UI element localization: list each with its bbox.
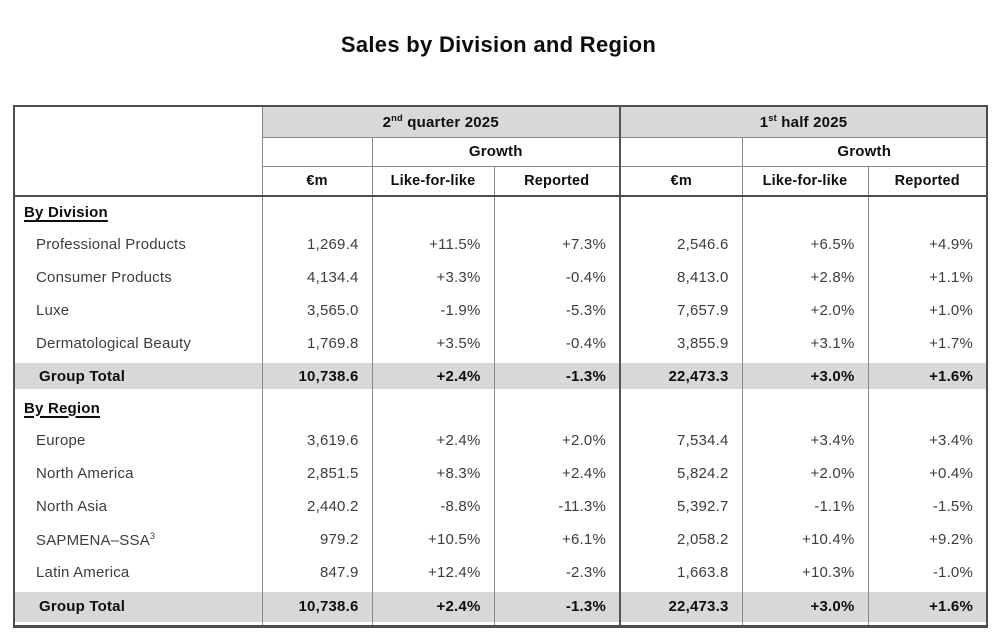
cell-value: 2,546.6 bbox=[620, 228, 742, 261]
row-label: Europe bbox=[36, 432, 86, 449]
empty-cell bbox=[620, 196, 742, 228]
row-label: Professional Products bbox=[36, 236, 187, 253]
total-label: Group Total bbox=[14, 589, 262, 626]
column-header-reported-h1: Reported bbox=[868, 166, 987, 196]
cell-value: +10.5% bbox=[372, 523, 494, 556]
cell-value: +3.0% bbox=[742, 589, 868, 626]
column-header-em-h1: €m bbox=[620, 166, 742, 196]
section-header-region bbox=[14, 392, 262, 424]
cell-value: +3.5% bbox=[372, 327, 494, 360]
cell-value: 2,058.2 bbox=[620, 523, 742, 556]
empty-cell bbox=[372, 392, 494, 424]
table-row bbox=[14, 261, 987, 294]
column-header-lfl-q2: Like-for-like bbox=[372, 166, 494, 196]
table-row bbox=[14, 490, 987, 523]
cell-value: -1.3% bbox=[494, 360, 620, 392]
cell-value: +3.4% bbox=[868, 424, 987, 457]
table-row bbox=[14, 294, 987, 327]
row-label bbox=[14, 523, 262, 556]
cell-value: 1,769.8 bbox=[262, 327, 372, 360]
growth-header-h1: Growth bbox=[742, 137, 987, 166]
cell-value: +2.0% bbox=[494, 424, 620, 457]
column-header-reported-q2: Reported bbox=[494, 166, 620, 196]
cell-value: 5,392.7 bbox=[620, 490, 742, 523]
corner-cell bbox=[14, 106, 262, 196]
empty-cell bbox=[494, 392, 620, 424]
empty-cell bbox=[620, 392, 742, 424]
cell-value: +7.3% bbox=[494, 228, 620, 261]
cell-value: 979.2 bbox=[262, 523, 372, 556]
cell-value: 3,619.6 bbox=[262, 424, 372, 457]
period-header-row bbox=[14, 106, 987, 137]
cell-value: 847.9 bbox=[262, 556, 372, 589]
cell-value: +2.0% bbox=[742, 457, 868, 490]
empty-cell bbox=[372, 196, 494, 228]
period-q2-ordinal: nd bbox=[391, 112, 403, 123]
cell-value: 22,473.3 bbox=[620, 589, 742, 626]
cell-value: +6.1% bbox=[494, 523, 620, 556]
cell-value: -1.5% bbox=[868, 490, 987, 523]
cell-value: 10,738.6 bbox=[262, 589, 372, 626]
period-h1-rest: half 2025 bbox=[776, 113, 848, 131]
period-header-h1 bbox=[620, 106, 987, 137]
footnote-marker: 3 bbox=[149, 530, 156, 541]
cell-value: -1.9% bbox=[372, 294, 494, 327]
cell-value: +2.4% bbox=[494, 457, 620, 490]
cell-value: +2.4% bbox=[372, 360, 494, 392]
table-row bbox=[14, 424, 987, 457]
cell-value: +1.6% bbox=[868, 360, 987, 392]
cell-value: +1.1% bbox=[868, 261, 987, 294]
empty-cell bbox=[742, 196, 868, 228]
cell-value: 2,440.2 bbox=[262, 490, 372, 523]
cell-value: 5,824.2 bbox=[620, 457, 742, 490]
cell-value: +3.0% bbox=[742, 360, 868, 392]
cell-value: 4,134.4 bbox=[262, 261, 372, 294]
cell-value: -5.3% bbox=[494, 294, 620, 327]
cell-value: -0.4% bbox=[494, 261, 620, 294]
section-header-row bbox=[14, 392, 987, 424]
cell-value: +4.9% bbox=[868, 228, 987, 261]
row-label: Luxe bbox=[36, 302, 70, 319]
sales-table bbox=[13, 105, 988, 628]
growth-header-q2: Growth bbox=[372, 137, 620, 166]
cell-value: +2.4% bbox=[372, 424, 494, 457]
cell-value: 7,657.9 bbox=[620, 294, 742, 327]
column-header-lfl-h1: Like-for-like bbox=[742, 166, 868, 196]
empty-cell bbox=[262, 392, 372, 424]
cell-value: +6.5% bbox=[742, 228, 868, 261]
cell-value: -1.0% bbox=[868, 556, 987, 589]
cell-value: 2,851.5 bbox=[262, 457, 372, 490]
period-header-q2 bbox=[262, 106, 620, 137]
table-row bbox=[14, 228, 987, 261]
period-h1-num: 1 bbox=[759, 113, 769, 131]
cell-value: +3.1% bbox=[742, 327, 868, 360]
cell-value: 1,269.4 bbox=[262, 228, 372, 261]
row-label: Consumer Products bbox=[36, 269, 172, 286]
cell-value: -0.4% bbox=[494, 327, 620, 360]
cell-value: -11.3% bbox=[494, 490, 620, 523]
column-header-em-q2: €m bbox=[262, 166, 372, 196]
group-total-row bbox=[14, 360, 987, 392]
row-label: North America bbox=[36, 465, 134, 482]
period-q2-rest: quarter 2025 bbox=[402, 113, 499, 131]
row-label: Latin America bbox=[36, 564, 130, 581]
empty-cell bbox=[742, 392, 868, 424]
cell-value: 7,534.4 bbox=[620, 424, 742, 457]
period-q2-num: 2 bbox=[382, 113, 392, 131]
cell-value: 22,473.3 bbox=[620, 360, 742, 392]
section-header-row bbox=[14, 196, 987, 228]
cell-value: 1,663.8 bbox=[620, 556, 742, 589]
cell-value: 8,413.0 bbox=[620, 261, 742, 294]
table-row bbox=[14, 457, 987, 490]
cell-value: +9.2% bbox=[868, 523, 987, 556]
cell-value: 3,855.9 bbox=[620, 327, 742, 360]
cell-value: +1.0% bbox=[868, 294, 987, 327]
empty-cell bbox=[868, 392, 987, 424]
cell-value: +3.3% bbox=[372, 261, 494, 294]
table-row bbox=[14, 556, 987, 589]
cell-value: -1.3% bbox=[494, 589, 620, 626]
period-h1-ordinal: st bbox=[768, 112, 777, 123]
empty-cell bbox=[262, 196, 372, 228]
page-title: Sales by Division and Region bbox=[340, 32, 657, 57]
cell-value: -1.1% bbox=[742, 490, 868, 523]
cell-value: +2.0% bbox=[742, 294, 868, 327]
section-header-label: By Division bbox=[24, 204, 108, 221]
row-label: Dermatological Beauty bbox=[36, 335, 192, 352]
row-label-text: SAPMENA–SSA bbox=[36, 531, 150, 549]
cell-value: +0.4% bbox=[868, 457, 987, 490]
cell-value: +1.6% bbox=[868, 589, 987, 626]
total-label: Group Total bbox=[14, 360, 262, 392]
spacer-cell bbox=[620, 137, 742, 166]
cell-value: +2.4% bbox=[372, 589, 494, 626]
cell-value: +3.4% bbox=[742, 424, 868, 457]
empty-cell bbox=[868, 196, 987, 228]
section-header-label: By Region bbox=[24, 399, 100, 417]
cell-value: +8.3% bbox=[372, 457, 494, 490]
empty-cell bbox=[494, 196, 620, 228]
cell-value: -2.3% bbox=[494, 556, 620, 589]
group-total-row bbox=[14, 589, 987, 626]
cell-value: 10,738.6 bbox=[262, 360, 372, 392]
cell-value: -8.8% bbox=[372, 490, 494, 523]
table-row bbox=[14, 523, 987, 556]
table-row bbox=[14, 327, 987, 360]
section-header-division bbox=[14, 196, 262, 228]
row-label: North Asia bbox=[36, 498, 108, 515]
cell-value: +2.8% bbox=[742, 261, 868, 294]
cell-value: +11.5% bbox=[372, 228, 494, 261]
cell-value: +10.4% bbox=[742, 523, 868, 556]
cell-value: +10.3% bbox=[742, 556, 868, 589]
cell-value: +1.7% bbox=[868, 327, 987, 360]
spacer-cell bbox=[262, 137, 372, 166]
cell-value: +12.4% bbox=[372, 556, 494, 589]
cell-value: 3,565.0 bbox=[262, 294, 372, 327]
